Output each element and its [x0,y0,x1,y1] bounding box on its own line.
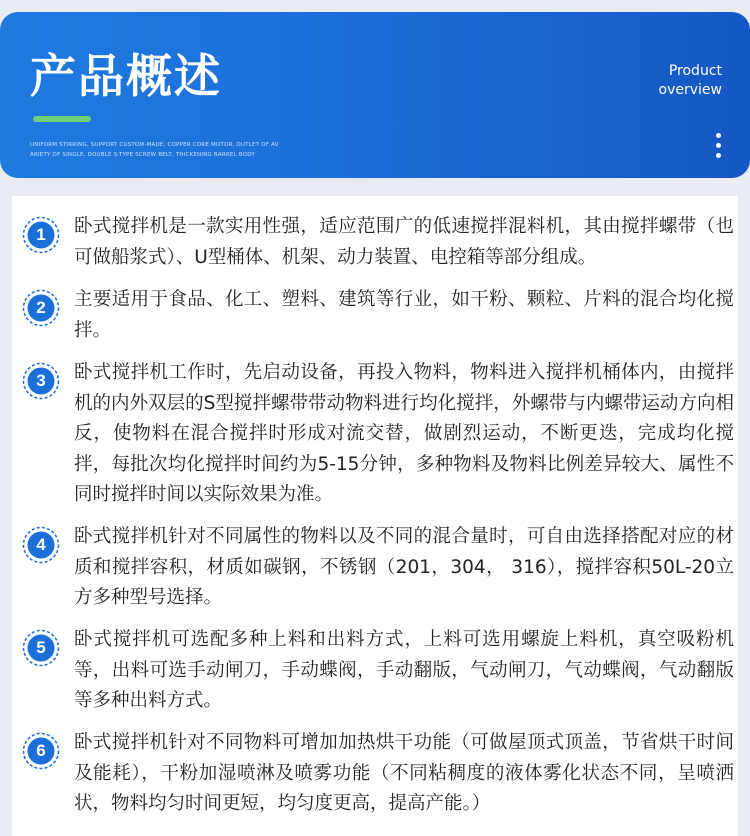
item-text: 卧式搅拌机针对不同属性的物料以及不同的混合量时，可自由选择搭配对应的材质和搅拌容积，材质如碳钢，不锈钢（201，304， 316），搅拌容积50L-20立方多种型号选择。 [74,526,734,608]
english-subtitle-line2: overview [658,82,722,98]
badge-number: 5 [36,638,46,657]
english-subtitle-line1: Product [668,63,722,79]
badge-number: 4 [36,535,46,554]
number-badge [22,362,60,400]
number-badge [22,526,60,564]
item-text: 卧式搅拌机针对不同物料可增加加热烘干功能（可做屋顶式顶盖，节省烘干时间及能耗），干粉加湿喷淋及喷雾功能（不同粘稠度的液体雾化状态不同，呈喷洒状，物料均匀时间更短，均匀度更高，提高产能。） [74,732,734,814]
item-text: 主要适用于食品、化工、塑料、建筑等行业，如干粉、颗粒、片料的混合均化搅拌。 [74,289,734,341]
english-subtitle [602,62,722,100]
number-badge [22,732,60,770]
title-underline [33,116,91,122]
item-text: 卧式搅拌机是一款实用性强，适应范围广的低速搅拌混料机，其由搅拌螺带（也可做船浆式）、U型桶体、机架、动力装置、电控箱等部分组成。 [74,216,734,268]
number-badge [22,289,60,327]
item-text: 卧式搅拌机可选配多种上料和出料方式，上料可选用螺旋上料机，真空吸粉机等，出料可选手动闸刀，手动蝶阀，手动翻版，气动闸刀，气动蝶阀，气动翻版等多种出料方式。 [74,629,734,711]
number-badge [22,629,60,667]
header-tagline: UNIFORM STIRRING, SUPPORT CUSTOM-MADE, COPPER CORE MOTOR, OUTLET OF AV ARIETY OF SINGLE, DOUBLE S-TYPE SCREW BELT, THICKENING BARREL BODY [30,142,279,158]
content-card [12,196,738,836]
page-title: 产品概述 [30,49,222,103]
item-text: 卧式搅拌机工作时，先启动设备，再投入物料，物料进入搅拌机桶体内，由搅拌机的内外双层的S型搅拌螺带带动物料进行均化搅拌，外螺带与内螺带运动方向相反，使物料在混合搅拌时形成对流交替，做剧烈运动，不断更迭，完成均化搅拌，每批次均化搅拌时间约为5-15分钟，多种物料及物料比例差异较大、属性不同时搅拌时间以实际效果为准。 [74,362,734,505]
more-vertical-icon[interactable] [716,133,722,158]
header-banner [0,12,750,178]
badge-number: 1 [36,225,46,244]
badge-number: 6 [36,741,46,760]
badge-number: 3 [36,371,46,390]
number-badge [22,216,60,254]
badge-number: 2 [36,298,46,317]
